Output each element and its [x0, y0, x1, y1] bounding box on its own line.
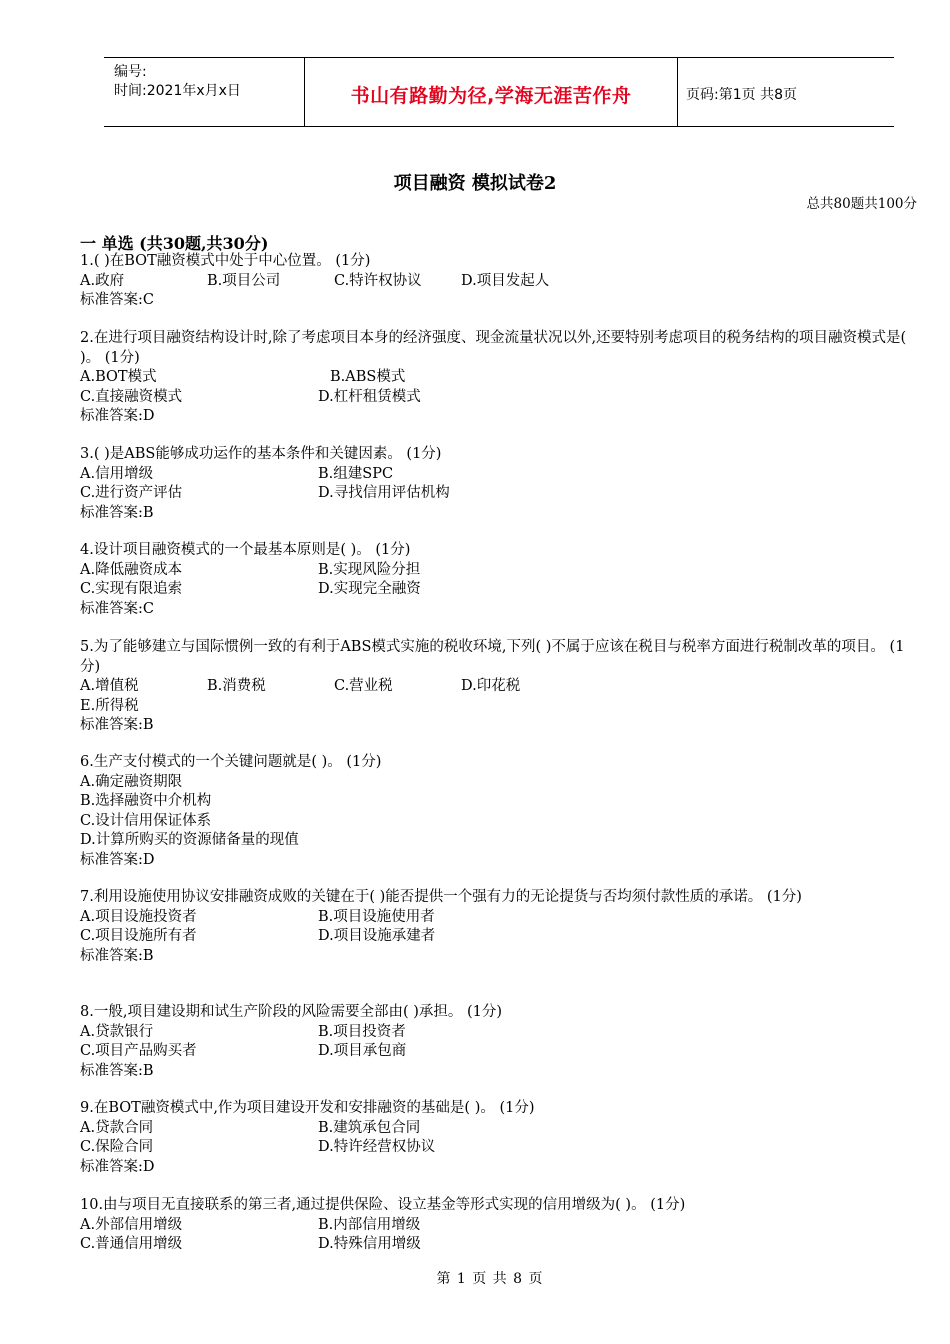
question-4	[80, 541, 918, 619]
option-d: D.项目设施承建者	[318, 928, 436, 944]
page-label: 页码:第1页 共8页	[686, 87, 797, 103]
question-text: 5.为了能够建立与国际惯例一致的有利于ABS模式实施的税收环境,下列( )不属于应该在税目与税率方面进行税制改革的项目。 (1分)	[80, 639, 905, 675]
option-a: A.贷款银行	[80, 1023, 154, 1040]
question-text: 10.由与项目无直接联系的第三者,通过提供保险、设立基金等形式实现的信用增级为( )。 (1分)	[80, 1197, 686, 1213]
question-2	[80, 329, 918, 427]
header-page-cell	[678, 58, 894, 126]
option-c: C.项目产品购买者	[80, 1043, 197, 1059]
standard-answer: 标准答案:C	[80, 600, 154, 617]
option-c: C.直接融资模式	[80, 388, 183, 405]
option-b: B.消费税	[207, 678, 266, 694]
option-b: B.选择融资中介机构	[80, 793, 212, 809]
question-1	[80, 252, 918, 311]
option-c: C.特许权协议	[334, 272, 422, 289]
standard-answer: 标准答案:B	[80, 504, 154, 521]
option-b: B.内部信用增级	[318, 1216, 421, 1233]
question-5	[80, 638, 918, 736]
header-meta-cell	[104, 58, 305, 126]
option-a: A.增值税	[80, 678, 139, 694]
question-7	[80, 888, 918, 966]
page-footer: 第 1 页 共 8 页	[436, 1271, 544, 1287]
standard-answer: 标准答案:D	[80, 851, 155, 868]
question-6	[80, 753, 918, 870]
standard-answer: 标准答案:B	[80, 1062, 154, 1079]
option-d: D.项目承包商	[318, 1043, 407, 1059]
standard-answer: 标准答案:D	[80, 1158, 155, 1175]
question-text: 4.设计项目融资模式的一个最基本原则是( )。 (1分)	[80, 542, 411, 558]
option-a: A.确定融资期限	[80, 773, 183, 790]
option-b: B.ABS模式	[330, 369, 406, 385]
option-b: B.建筑承包合同	[318, 1119, 421, 1136]
section-heading: 一 单选 (共30题,共30分)	[80, 234, 269, 253]
question-text: 9.在BOT融资模式中,作为项目建设开发和安排融资的基础是( )。 (1分)	[80, 1100, 535, 1116]
option-a: A.信用增级	[80, 465, 154, 482]
option-a: A.政府	[80, 272, 125, 289]
option-a: A.贷款合同	[80, 1119, 154, 1136]
question-9	[80, 1099, 918, 1177]
question-10	[80, 1196, 918, 1255]
option-c: C.设计信用保证体系	[80, 812, 212, 829]
question-text: 1.( )在BOT融资模式中处于中心位置。 (1分)	[80, 253, 371, 269]
question-8	[80, 1003, 918, 1081]
option-a: A.降低融资成本	[80, 561, 183, 578]
option-d: D.特殊信用增级	[318, 1236, 421, 1252]
option-d: D.印花税	[461, 678, 521, 694]
standard-answer: 标准答案:B	[80, 717, 154, 733]
option-d: D.寻找信用评估机构	[318, 485, 450, 501]
question-text: 8.一般,项目建设期和试生产阶段的风险需要全部由( )承担。 (1分)	[80, 1004, 503, 1020]
header-motto-cell	[305, 58, 678, 126]
option-d: D.实现完全融资	[318, 581, 421, 597]
option-b: B.项目公司	[207, 272, 281, 289]
total-summary: 总共80题共100分	[806, 196, 917, 212]
option-c: C.保险合同	[80, 1139, 154, 1155]
question-text: 3.( )是ABS能够成功运作的基本条件和关键因素。 (1分)	[80, 446, 442, 462]
option-a: A.外部信用增级	[80, 1216, 183, 1233]
motto-text: 书山有路勤为径,学海无涯苦作舟	[350, 85, 632, 107]
option-c: C.实现有限追索	[80, 581, 183, 597]
standard-answer: 标准答案:C	[80, 292, 154, 308]
option-a: A.BOT模式	[80, 369, 157, 385]
option-d: D.杠杆租赁模式	[318, 388, 421, 405]
option-b: B.项目投资者	[318, 1023, 406, 1040]
option-d: D.项目发起人	[461, 272, 550, 289]
option-b: B.组建SPC	[318, 465, 394, 482]
question-text: 2.在进行项目融资结构设计时,除了考虑项目本身的经济强度、现金流量状况以外,还要特别考虑项目的税务结构的项目融资模式是( )。 (1分)	[80, 330, 907, 366]
option-c: C.进行资产评估	[80, 485, 183, 501]
option-c: C.营业税	[334, 678, 393, 694]
option-d: D.计算所购买的资源储备量的现值	[80, 832, 299, 848]
option-b: B.实现风险分担	[318, 561, 421, 578]
question-text: 6.生产支付模式的一个关键问题就是( )。 (1分)	[80, 754, 382, 770]
option-c: C.项目设施所有者	[80, 928, 197, 944]
page-header	[104, 57, 894, 127]
question-text: 7.利用设施使用协议安排融资成败的关键在于( )能否提供一个强有力的无论提货与否均须付款性质的承诺。 (1分)	[80, 889, 802, 905]
standard-answer: 标准答案:D	[80, 408, 155, 424]
standard-answer: 标准答案:B	[80, 947, 154, 964]
option-e: E.所得税	[80, 697, 139, 714]
paper-title: 项目融资 模拟试卷2	[393, 173, 557, 194]
option-c: C.普通信用增级	[80, 1236, 183, 1252]
question-3	[80, 445, 918, 523]
option-d: D.特许经营权协议	[318, 1139, 436, 1155]
option-b: B.项目设施使用者	[318, 908, 435, 925]
number-label: 编号:	[114, 64, 147, 80]
time-label: 时间:2021年x月x日	[114, 83, 241, 99]
option-a: A.项目设施投资者	[80, 908, 197, 925]
